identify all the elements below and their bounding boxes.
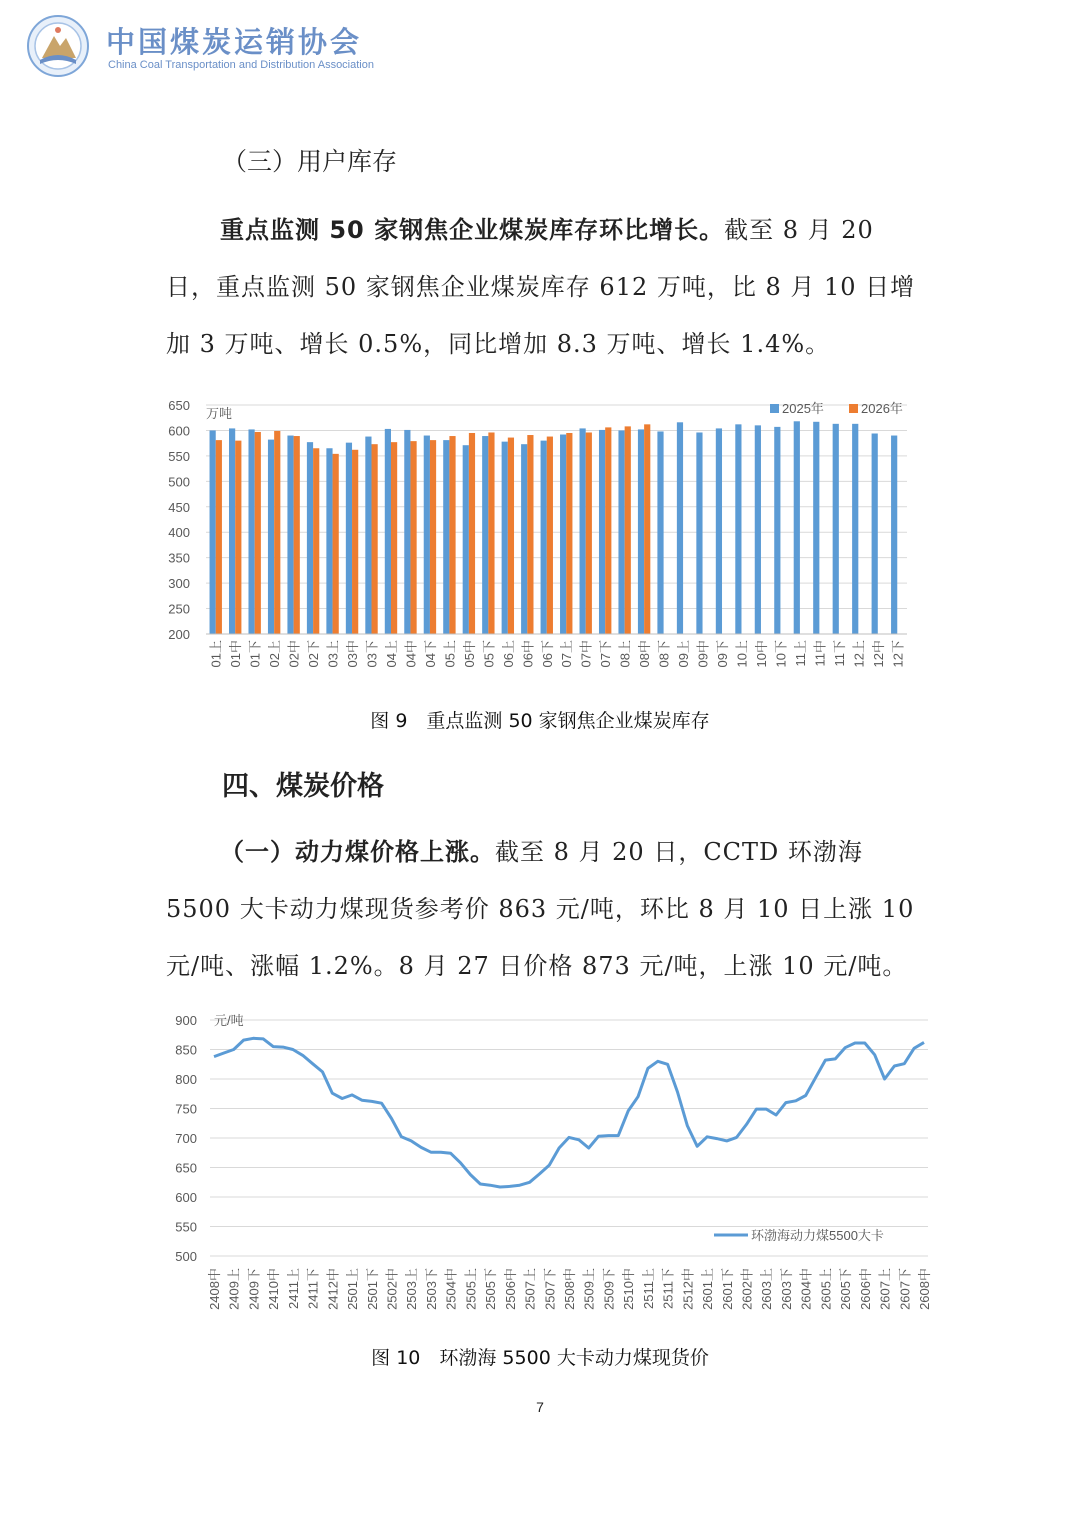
bar (638, 429, 644, 634)
bar (580, 428, 586, 634)
bar (852, 424, 858, 634)
x-tick-label: 2607上 (877, 1268, 893, 1310)
bar (385, 429, 391, 634)
x-tick-label: 03下 (364, 640, 380, 668)
bar (255, 432, 261, 634)
y-tick-label: 500 (175, 1249, 197, 1264)
bar (560, 435, 566, 634)
x-tick-label: 2510中 (621, 1268, 637, 1310)
x-tick-label: 05上 (442, 640, 458, 668)
x-tick-label: 07下 (598, 640, 614, 668)
x-tick-label: 02下 (306, 640, 322, 668)
y-tick-label: 650 (175, 1160, 197, 1176)
bar (508, 438, 514, 634)
bar (294, 436, 300, 634)
bar (430, 440, 436, 634)
x-tick-label: 2511上 (640, 1268, 656, 1309)
x-tick-label: 12上 (851, 640, 867, 668)
x-tick-label: 2503上 (404, 1268, 420, 1310)
bar (618, 430, 624, 634)
x-tick-label: 2604中 (798, 1268, 814, 1310)
bar (449, 436, 455, 634)
bar (755, 425, 761, 634)
inventory-bar-chart (0, 392, 1080, 692)
legend-swatch (849, 404, 858, 413)
bar (326, 448, 332, 634)
x-tick-label: 2603上 (759, 1268, 775, 1310)
y-tick-label: 600 (175, 1190, 197, 1205)
x-tick-label: 2601上 (700, 1268, 716, 1310)
x-tick-label: 2608中 (917, 1268, 932, 1310)
x-tick-label: 03上 (325, 640, 341, 668)
x-tick-label: 2411上 (285, 1268, 301, 1309)
y-tick-label: 650 (168, 398, 190, 413)
x-tick-label: 01上 (208, 640, 224, 668)
x-tick-label: 01下 (247, 640, 263, 668)
price-series-line (214, 1038, 924, 1187)
y-tick-label: 750 (175, 1101, 197, 1117)
bar (677, 422, 683, 634)
x-tick-label: 12下 (890, 640, 906, 668)
bar (644, 424, 650, 634)
x-tick-label: 10中 (753, 640, 769, 668)
x-tick-label: 2409下 (246, 1268, 262, 1310)
y-tick-label: 800 (175, 1072, 197, 1087)
price-body-text: 截至 8 月 20 日，CCTD 环渤海 5500 大卡动力煤现货参考价 863 元/吨，环比 8 月 10 日上涨 10 元/吨、涨幅 1.2%。8 月 27 日价格 873 元/吨，上涨 10 元/吨。 (166, 838, 915, 980)
y-tick-label: 700 (175, 1131, 197, 1146)
figure-10-caption: 图 10 环渤海 5500 大卡动力煤现货价 (371, 1347, 709, 1369)
x-tick-label: 11下 (831, 640, 847, 667)
legend-label: 2026年 (861, 401, 903, 416)
x-tick-label: 05下 (481, 640, 497, 668)
x-tick-label: 2409上 (226, 1268, 242, 1310)
x-tick-label: 2605上 (818, 1268, 834, 1310)
x-tick-label: 2511下 (660, 1268, 676, 1309)
legend-label: 环渤海动力煤5500大卡 (751, 1228, 884, 1243)
bar (586, 432, 592, 634)
x-tick-label: 2607下 (897, 1268, 913, 1310)
bar (547, 437, 553, 634)
x-tick-label: 05中 (461, 640, 477, 668)
bar (410, 441, 416, 634)
x-tick-label: 2601下 (719, 1268, 735, 1310)
bar (599, 430, 605, 634)
y-tick-label: 250 (168, 601, 190, 617)
y-tick-label: 200 (168, 627, 190, 642)
bar (346, 443, 352, 634)
bar (216, 440, 222, 634)
x-tick-label: 11中 (812, 640, 828, 667)
x-tick-label: 04上 (383, 640, 399, 668)
bar (365, 437, 371, 634)
x-tick-label: 2602中 (739, 1268, 755, 1310)
y-tick-label: 350 (168, 550, 190, 566)
x-tick-label: 08下 (656, 640, 672, 668)
x-tick-label: 03中 (345, 640, 361, 668)
x-tick-label: 06下 (539, 640, 555, 668)
x-tick-label: 2408中 (207, 1268, 222, 1310)
x-tick-label: 06中 (520, 640, 536, 668)
x-tick-label: 2411下 (305, 1268, 321, 1309)
bar (716, 428, 722, 634)
bar (463, 445, 469, 634)
section-heading-coal-price: 四、煤炭价格 (222, 771, 384, 802)
x-tick-label: 2509下 (601, 1268, 617, 1310)
org-name-en: China Coal Transportation and Distribution Association (108, 59, 374, 71)
x-tick-label: 2503下 (423, 1268, 439, 1310)
bar (248, 429, 254, 634)
bar (502, 442, 508, 634)
bar (274, 431, 280, 634)
x-tick-label: 07上 (559, 640, 575, 668)
x-tick-label: 2507上 (522, 1268, 538, 1310)
x-tick-label: 2507下 (542, 1268, 558, 1310)
bar (229, 428, 235, 634)
bar (391, 442, 397, 634)
x-tick-label: 2501上 (345, 1268, 361, 1310)
x-tick-label: 2502中 (384, 1268, 400, 1310)
x-tick-label: 2506中 (502, 1268, 518, 1310)
bar (313, 448, 319, 634)
bar (372, 444, 378, 634)
x-tick-label: 2508中 (562, 1268, 577, 1310)
bar (605, 427, 611, 634)
y-tick-label: 600 (168, 423, 190, 439)
x-tick-label: 2501下 (364, 1268, 380, 1310)
x-tick-label: 2606中 (857, 1268, 873, 1310)
y-axis-unit: 元/吨 (214, 1013, 244, 1028)
page-header (26, 14, 426, 80)
bar (268, 440, 274, 634)
price-line-chart (0, 1005, 1080, 1325)
y-tick-label: 400 (168, 525, 190, 541)
bar (541, 441, 547, 634)
org-name-cn: 中国煤炭运销协会 (106, 25, 363, 59)
inventory-paragraph (166, 202, 926, 373)
bar (352, 450, 358, 634)
legend-swatch (770, 404, 779, 413)
bar (424, 436, 430, 634)
x-tick-label: 09中 (695, 640, 711, 668)
bar (210, 430, 216, 634)
bar (833, 424, 839, 634)
y-tick-label: 850 (175, 1042, 197, 1058)
y-axis-unit: 万吨 (206, 406, 233, 421)
x-tick-label: 2505上 (463, 1268, 479, 1310)
x-tick-label: 10下 (773, 640, 789, 668)
x-tick-label: 07中 (578, 640, 594, 668)
x-tick-label: 02上 (267, 640, 283, 668)
x-tick-label: 09下 (715, 640, 731, 668)
page-number: 7 (536, 1399, 544, 1415)
y-tick-label: 300 (168, 576, 190, 592)
bar (488, 432, 494, 634)
x-tick-label: 2509上 (581, 1268, 597, 1310)
bar (521, 444, 527, 634)
inventory-lead-sentence: 重点监测 50 家钢焦企业煤炭库存环比增长。 (220, 216, 725, 244)
x-tick-label: 09上 (676, 640, 692, 668)
bar (235, 441, 241, 634)
x-tick-label: 2605下 (838, 1268, 854, 1310)
bar (794, 421, 800, 634)
x-tick-label: 02中 (286, 640, 302, 668)
bar (482, 436, 488, 634)
x-tick-label: 2505下 (483, 1268, 499, 1310)
y-tick-label: 450 (168, 499, 190, 515)
bar (527, 435, 533, 634)
y-tick-label: 500 (168, 474, 190, 490)
bar (566, 433, 572, 634)
bar (625, 426, 631, 634)
x-tick-label: 2412中 (325, 1268, 341, 1310)
x-tick-label: 04中 (403, 640, 419, 668)
figure-9-caption: 图 9 重点监测 50 家钢焦企业煤炭库存 (370, 710, 710, 732)
x-tick-label: 04下 (422, 640, 438, 668)
bar (287, 436, 293, 634)
bar (735, 424, 741, 634)
section-heading-user-inventory: （三）用户库存 (222, 147, 398, 176)
x-tick-label: 2603下 (778, 1268, 794, 1310)
bar (774, 427, 780, 634)
bar (891, 436, 897, 634)
x-tick-label: 06上 (500, 640, 516, 668)
bar (469, 433, 475, 634)
legend-label: 2025年 (782, 401, 824, 416)
x-tick-label: 01中 (228, 640, 244, 668)
association-logo (26, 14, 90, 78)
price-lead-sentence: （一）动力煤价格上涨。 (220, 838, 495, 866)
bar (872, 433, 878, 634)
x-tick-label: 08上 (617, 640, 633, 668)
bar (443, 440, 449, 634)
price-paragraph (166, 824, 926, 995)
bar (404, 430, 410, 634)
x-tick-label: 11上 (792, 640, 808, 667)
inventory-body-text: 截至 8 月 20 日，重点监测 50 家钢焦企业煤炭库存 612 万吨，比 8 月 10 日增加 3 万吨、增长 0.5%，同比增加 8.3 万吨、增长 1.4%。 (166, 216, 916, 358)
bar (696, 432, 702, 634)
bar (333, 454, 339, 634)
x-tick-label: 2512中 (680, 1268, 696, 1310)
x-tick-label: 10上 (734, 640, 750, 668)
y-tick-label: 550 (175, 1219, 197, 1235)
y-tick-label: 900 (175, 1013, 197, 1028)
bar (657, 431, 663, 634)
y-tick-label: 550 (168, 448, 190, 464)
x-tick-label: 2410中 (266, 1268, 282, 1310)
x-tick-label: 08中 (637, 640, 653, 668)
bar (307, 442, 313, 634)
x-tick-label: 12中 (870, 640, 886, 668)
bar (813, 422, 819, 634)
x-tick-label: 2504中 (443, 1268, 459, 1310)
